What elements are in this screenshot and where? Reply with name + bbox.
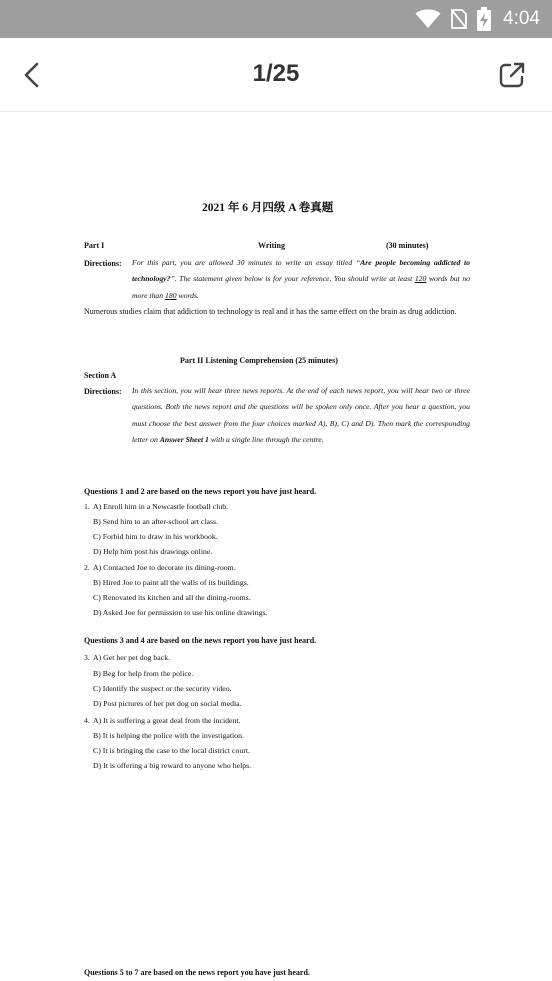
question-number: 3. bbox=[84, 653, 90, 662]
answer-option: C) Renovated its kitchen and all the dining-rooms. bbox=[93, 593, 251, 602]
listening-directions bbox=[132, 383, 470, 448]
question-number: 1. bbox=[84, 502, 90, 511]
part1-label: Part I bbox=[84, 241, 105, 250]
answer-option: B) Hired Joe to paint all the walls of its buildings. bbox=[93, 578, 249, 587]
wifi-icon bbox=[415, 9, 441, 29]
answer-option: C) Identify the suspect or the security video. bbox=[93, 684, 232, 693]
answer-option: A) It is suffering a great deal from the incident. bbox=[93, 716, 241, 725]
answer-option: D) Help him post his drawings online. bbox=[93, 547, 213, 556]
answer-option: C) Forbid him to draw in his workbook. bbox=[93, 532, 218, 541]
answer-option: D) Asked Joe for permission to use his online drawings. bbox=[93, 608, 268, 617]
section-a-label: Section A bbox=[84, 371, 117, 380]
question-group-heading-2: Questions 3 and 4 are based on the news report you have just heard. bbox=[84, 636, 317, 645]
directions1-text: For this part, you are allowed 30 minutes to write an essay titled “ bbox=[132, 258, 361, 267]
directions1-text-3: words but no more than bbox=[132, 274, 471, 300]
max-words: 180 bbox=[165, 290, 177, 300]
answer-option: B) It is helping the police with the investigation. bbox=[93, 731, 244, 740]
directions-label: Directions: bbox=[84, 259, 122, 268]
directions1-text-2: ”. The statement given below is for your reference. You should write at least bbox=[170, 274, 415, 284]
answer-option: A) Contacted Joe to decorate its dining-room. bbox=[93, 563, 236, 572]
answer-option: D) Post pictures of her pet dog on social media. bbox=[93, 699, 242, 708]
status-icons bbox=[415, 7, 540, 31]
app-bar bbox=[0, 38, 552, 112]
no-sim-icon bbox=[451, 9, 467, 29]
status-bar bbox=[0, 0, 552, 38]
answer-option: B) Beg for help from the police. bbox=[93, 669, 194, 678]
battery-charging-icon bbox=[477, 7, 491, 31]
answer-option: A) Enroll him in a Newcastle football club. bbox=[93, 502, 229, 511]
part1-name: Writing bbox=[258, 241, 285, 250]
directions1-text-4: words. bbox=[176, 290, 199, 300]
answer-option: C) It is bringing the case to the local district court. bbox=[93, 746, 250, 755]
document-title: 2021 年 6 月四级 A 卷真题 bbox=[202, 202, 334, 214]
page-counter: 1/25 bbox=[252, 60, 300, 87]
directions2-text: In this section, you will hear three news reports. At the end of each news report, you will hear two or three questions. Both the news report and the questions will be spoken only once. After you hear a question, you must choose the best answer from the four choices marked A), B), C) and D). Then mark the corresponding letter on bbox=[132, 386, 470, 444]
question-group-heading-3: Questions 5 to 7 are based on the news report you have just heard. bbox=[84, 968, 310, 977]
question-number: 2. bbox=[84, 563, 90, 572]
answer-sheet-ref: Answer Sheet 1 bbox=[159, 434, 209, 444]
open-external-icon[interactable] bbox=[498, 61, 526, 89]
answer-option: B) Send him to an after-school art class. bbox=[93, 517, 218, 526]
min-words: 120 bbox=[414, 274, 427, 284]
answer-option: D) It is offering a big reward to anyone who helps. bbox=[93, 761, 252, 770]
directions2-text-2: with a single line through the centre. bbox=[208, 434, 324, 444]
question-number: 4. bbox=[84, 716, 90, 725]
status-time: 4:04 bbox=[503, 8, 540, 29]
question-group-heading-1: Questions 1 and 2 are based on the news report you have just heard. bbox=[84, 487, 317, 496]
directions-label-2: Directions: bbox=[84, 387, 122, 396]
part2-heading: Part II Listening Comprehension (25 minutes) bbox=[180, 356, 338, 365]
answer-option: A) Get her pet dog back. bbox=[93, 653, 171, 662]
essay-title: Are people becoming addicted to technology? bbox=[132, 258, 470, 284]
part1-time: (30 minutes) bbox=[386, 241, 429, 250]
writing-directions bbox=[132, 255, 470, 304]
writing-statement: Numerous studies claim that addiction to technology is real and it has the same effect on the brain as drug addiction. bbox=[84, 307, 457, 316]
